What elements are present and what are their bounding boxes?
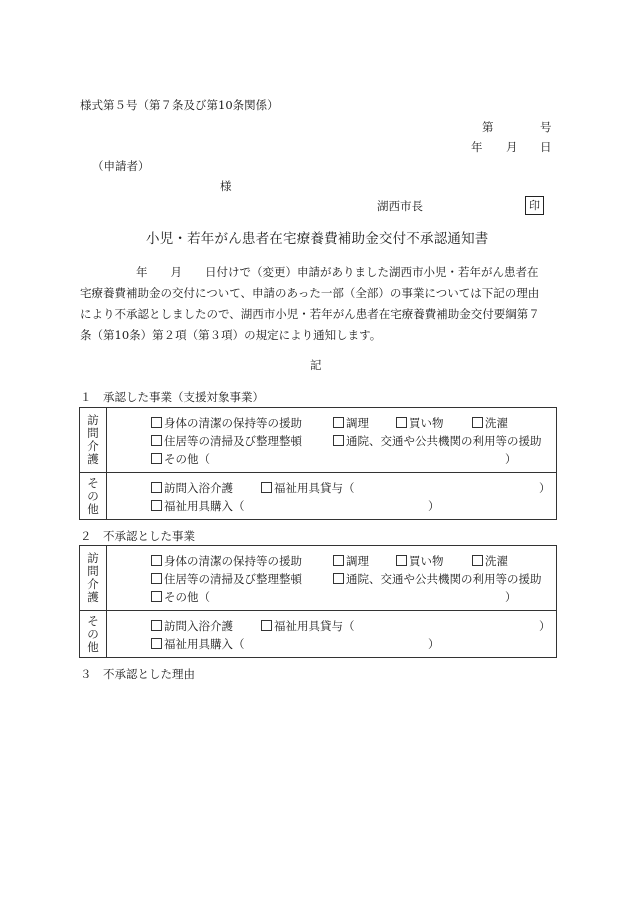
checkbox-icon: [396, 555, 407, 566]
issuer-name: 湖西市長: [377, 199, 423, 213]
checkbox-icon: [151, 435, 162, 446]
checkbox-house-cleaning[interactable]: 住居等の清掃及び整理整頓: [151, 570, 302, 588]
section-3-heading: ３ 不承認とした理由: [80, 667, 195, 681]
checkbox-shopping[interactable]: 買い物: [396, 552, 444, 570]
row-label-other: そ の 他: [80, 473, 107, 520]
checkbox-icon: [151, 638, 162, 649]
checkbox-icon: [151, 453, 162, 464]
row-label-home-care: 訪 問 介 護: [80, 408, 107, 473]
body-paragraph: [80, 262, 560, 346]
date-month: 月: [506, 140, 518, 154]
checkbox-equipment-rental[interactable]: 福祉用具貸与（: [261, 617, 355, 635]
other-close-paren: ）: [505, 452, 517, 466]
other-close-paren: ）: [505, 590, 517, 604]
rental-close-paren: ）: [539, 619, 551, 633]
checkbox-icon: [151, 482, 162, 493]
doc-number-suffix: 号: [540, 120, 552, 134]
checkbox-cooking[interactable]: 調理: [333, 414, 369, 432]
checkbox-hospital-transport[interactable]: 通院、交通や公共機関の利用等の援助: [333, 432, 542, 450]
checkbox-hospital-transport[interactable]: 通院、交通や公共機関の利用等の援助: [333, 570, 542, 588]
row-label-home-care: 訪 問 介 護: [80, 546, 107, 611]
checkbox-shopping[interactable]: 買い物: [396, 414, 444, 432]
date-year: 年: [471, 140, 483, 154]
section-2-heading: ２ 不承認とした事業: [80, 529, 195, 543]
checkbox-cooking[interactable]: 調理: [333, 552, 369, 570]
checkbox-icon: [333, 573, 344, 584]
row-label-other: そ の 他: [80, 611, 107, 658]
checkbox-icon: [261, 482, 272, 493]
doc-number-prefix: 第: [482, 120, 494, 134]
body-line: 年 月 日付けで（変更）申請がありました湖西市小児・若年がん患者在: [136, 265, 539, 279]
purchase-close-paren: ）: [428, 637, 440, 651]
applicant-honorific: 様: [220, 179, 232, 193]
checkbox-icon: [151, 620, 162, 631]
checkbox-icon: [151, 555, 162, 566]
checkbox-icon: [151, 417, 162, 428]
checkbox-icon: [472, 417, 483, 428]
form-number: 様式第５号（第７条及び第10条関係）: [80, 98, 279, 112]
ki-label: 記: [310, 358, 322, 372]
checkbox-icon: [261, 620, 272, 631]
checkbox-personal-hygiene[interactable]: 身体の清潔の保持等の援助: [151, 414, 302, 432]
body-line: により不承認としましたので、湖西市小児・若年がん患者在宅療養費補助金交付要綱第７: [80, 307, 540, 321]
checkbox-icon: [396, 417, 407, 428]
checkbox-visiting-bath[interactable]: 訪問入浴介護: [151, 479, 233, 497]
checkbox-equipment-rental[interactable]: 福祉用具貸与（: [261, 479, 355, 497]
purchase-close-paren: ）: [428, 499, 440, 513]
checkbox-icon: [151, 500, 162, 511]
checkbox-personal-hygiene[interactable]: 身体の清潔の保持等の援助: [151, 552, 302, 570]
body-line: 条（第10条）第２項（第３項）の規定により通知します。: [80, 328, 382, 342]
checkbox-laundry[interactable]: 洗濯: [472, 552, 508, 570]
checkbox-other[interactable]: その他（: [151, 588, 210, 606]
checkbox-laundry[interactable]: 洗濯: [472, 414, 508, 432]
checkbox-house-cleaning[interactable]: 住居等の清掃及び整理整頓: [151, 432, 302, 450]
applicant-label: （申請者）: [92, 159, 150, 173]
checkbox-icon: [151, 591, 162, 602]
rejected-table: [79, 545, 557, 658]
checkbox-other[interactable]: その他（: [151, 450, 210, 468]
date-day: 日: [540, 140, 552, 154]
checkbox-icon: [333, 555, 344, 566]
checkbox-icon: [333, 417, 344, 428]
checkbox-icon: [472, 555, 483, 566]
checkbox-visiting-bath[interactable]: 訪問入浴介護: [151, 617, 233, 635]
section-1-heading: １ 承認した事業（支援対象事業）: [80, 390, 264, 404]
checkbox-equipment-purchase[interactable]: 福祉用具購入（: [151, 497, 245, 515]
checkbox-icon: [151, 573, 162, 584]
approved-table: [79, 407, 557, 520]
document-title: 小児・若年がん患者在宅療養費補助金交付不承認通知書: [146, 231, 489, 247]
rental-close-paren: ）: [539, 481, 551, 495]
checkbox-equipment-purchase[interactable]: 福祉用具購入（: [151, 635, 245, 653]
checkbox-icon: [333, 435, 344, 446]
seal-mark: 印: [525, 196, 544, 215]
body-line: 宅療養費補助金の交付について、申請のあった一部（全部）の事業については下記の理由: [80, 286, 540, 300]
